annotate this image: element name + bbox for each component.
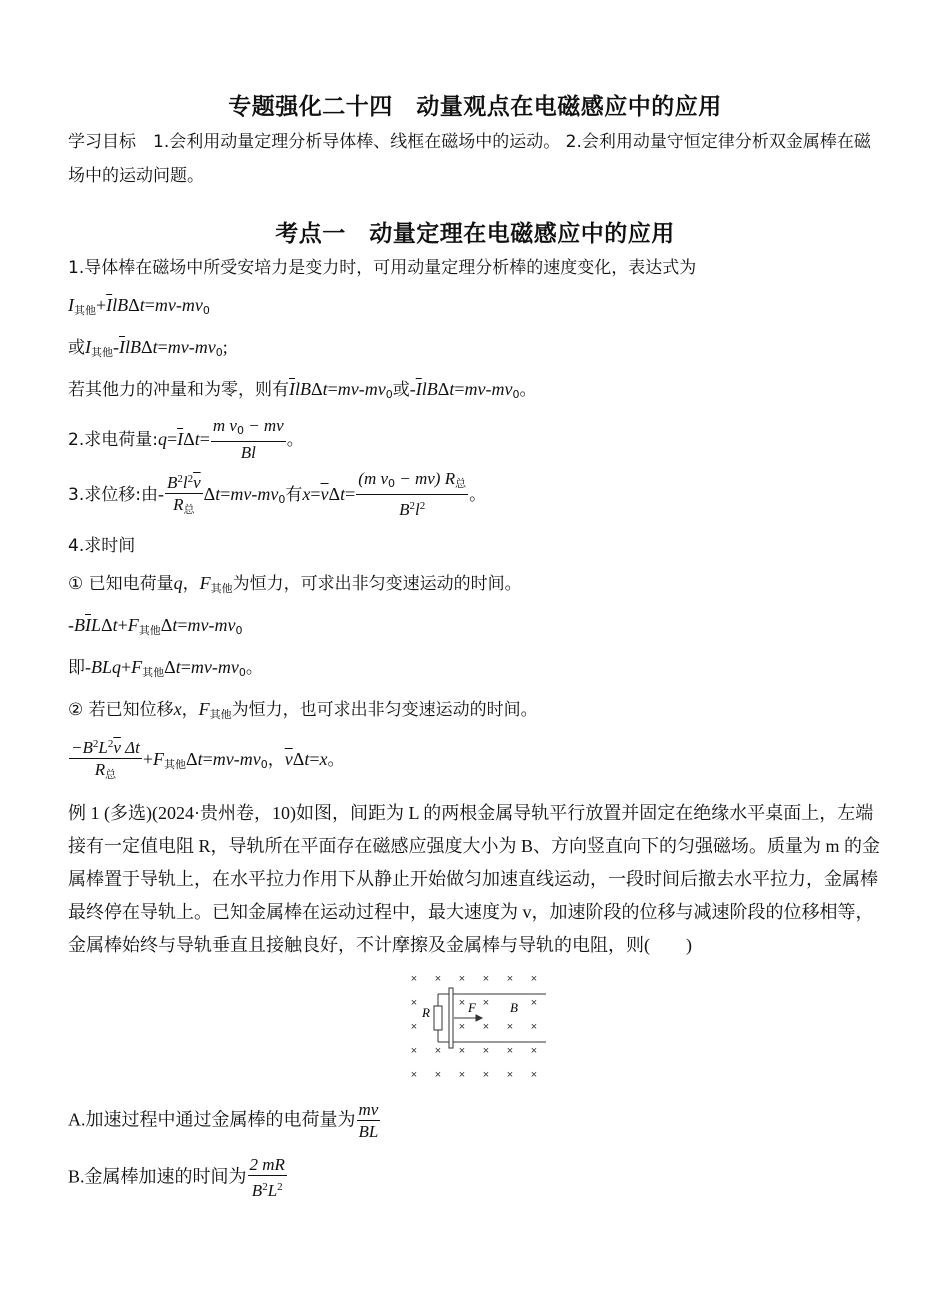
svg-text:×: ×: [530, 1069, 538, 1081]
svg-text:×: ×: [410, 1045, 418, 1057]
svg-text:×: ×: [434, 1069, 442, 1081]
label-r: R: [422, 1005, 430, 1020]
svg-text:×: ×: [434, 1045, 442, 1057]
formula-4b: 即$-BLq+F_{其他}\Delta t=mv-mv_0$。: [68, 657, 263, 679]
svg-text:×: ×: [530, 1045, 538, 1057]
fraction: $\frac{B^2l^2\overline{v}}{R_总}$: [165, 469, 203, 521]
fraction: $\frac{(m v_0 - mv) R_总}{B^2l^2}$: [358, 469, 467, 519]
svg-text:×: ×: [506, 1021, 514, 1033]
label-b: B: [510, 1000, 518, 1015]
svg-text:×: ×: [506, 1045, 514, 1057]
svg-text:×: ×: [482, 1021, 490, 1033]
point-2: 2.求电荷量$:q=\overline{I}\Delta t=$ $\frac{m v_0 - mv}{Bl}$ 。: [68, 416, 304, 462]
example-1: 例 1 (多选)(2024·贵州卷，10)如图，间距为 L 的两根金属导轨平行放置并固定在绝缘水平桌面上，左端接有一定值电阻 R，导轨所在平面存在磁感应强度大小为 B、方向竖直向下的匀强磁场。质量为 m 的金属棒置于导轨上，在水平拉力作用下从静止开始做匀加速直线运动，一段时间后撤去水平拉力，金属棒最终停在导轨上。已知金属棒在运动过程中，最大速度为 v，加速阶段的位移与减速阶段的位移相等，金属棒始终与导轨垂直且接触良好，不计摩擦及金属棒与导轨的电阻，则( ): [68, 803, 881, 955]
section-heading: 考点一 动量定理在电磁感应中的应用: [275, 221, 675, 247]
svg-text:×: ×: [506, 1069, 514, 1081]
svg-text:×: ×: [410, 997, 418, 1009]
point-4-1: ① 已知电荷量q，$F_{其他}$为恒力，可求出非匀变速运动的时间。: [68, 573, 522, 595]
svg-text:×: ×: [482, 997, 490, 1009]
point-4: 4.求时间: [68, 536, 136, 556]
point-3: 3.求位移:由- $\frac{B^2l^2\overline{v}}{R_总}$ $\Delta t=mv-mv_0$有$x=\overline{v}\Delta t=$ $\frac{(m v_0 - mv) R_总}{B^2l^2}$ 。: [68, 469, 487, 519]
formula-4c: $\frac{-B^2L^2\overline{v} \Delta t}{R_总}$ $+F_{其他}\Delta t=mv-mv_0$，$\overline{v}\Delta t=x$。: [68, 733, 882, 791]
label-f: F: [468, 1000, 476, 1015]
svg-text:×: ×: [482, 1045, 490, 1057]
svg-text:×: ×: [458, 1069, 466, 1081]
formula-1c: 若其他力的冲量和为零，则有$\overline{I}lB\Delta t=mv-mv_0$或$-\overline{I}lB\Delta t=mv-mv_0$。: [68, 379, 537, 401]
svg-text:×: ×: [530, 997, 538, 1009]
svg-text:×: ×: [458, 1045, 466, 1057]
formula-1a: $I_{其他}+\overline{I}lB\Delta t=mv-mv_0$: [68, 295, 210, 317]
svg-text:×: ×: [458, 997, 466, 1009]
fraction: $\frac{m v_0 - mv}{Bl}$: [212, 416, 284, 462]
formula-1b: 或$I_{其他}-\overline{I}lB\Delta t=mv-mv_0$;: [68, 337, 228, 359]
svg-text:×: ×: [458, 1021, 466, 1033]
fraction: $\frac{2 mR}{B^2L^2}$: [249, 1155, 285, 1200]
point-4-2: ② 若已知位移x，$F_{其他}$为恒力，也可求出非匀变速运动的时间。: [68, 699, 538, 721]
option-b: B.金属棒加速的时间为 $\frac{2 mR}{B^2L^2}$: [68, 1155, 285, 1200]
fraction: $\frac{-B^2L^2\overline{v} \Delta t}{R_总}$: [69, 734, 142, 786]
option-a: A.加速过程中通过金属棒的电荷量为 $\frac{mv}{BL}$: [68, 1100, 379, 1141]
svg-text:×: ×: [410, 1021, 418, 1033]
svg-text:×: ×: [410, 1069, 418, 1081]
fraction: $\frac{mv}{BL}$: [358, 1100, 379, 1141]
svg-text:×: ×: [506, 973, 514, 985]
metal-rod: [449, 988, 453, 1048]
svg-text:×: ×: [530, 973, 538, 985]
learning-objectives: 学习目标 1.会利用动量定理分析导体棒、线框在磁场中的运动。 2.会利用动量守恒定律分析双金属棒在磁场中的运动问题。: [68, 132, 871, 186]
svg-text:×: ×: [458, 973, 466, 985]
magnetic-field-crosses: [411, 973, 537, 1081]
circuit-figure: [408, 972, 618, 1084]
formula-4a: $-B\overline{I}L\Delta t+F_{其他}\Delta t=mv-mv_0$: [68, 615, 243, 637]
svg-text:×: ×: [434, 973, 442, 985]
svg-text:×: ×: [482, 973, 490, 985]
page-title: 专题强化二十四 动量观点在电磁感应中的应用: [228, 94, 722, 120]
svg-text:×: ×: [530, 1021, 538, 1033]
svg-text:×: ×: [482, 1069, 490, 1081]
resistor: [434, 1006, 442, 1030]
point-1: 1.导体棒在磁场中所受安培力是变力时，可用动量定理分析棒的速度变化，表达式为: [68, 258, 697, 278]
svg-text:×: ×: [410, 973, 418, 985]
